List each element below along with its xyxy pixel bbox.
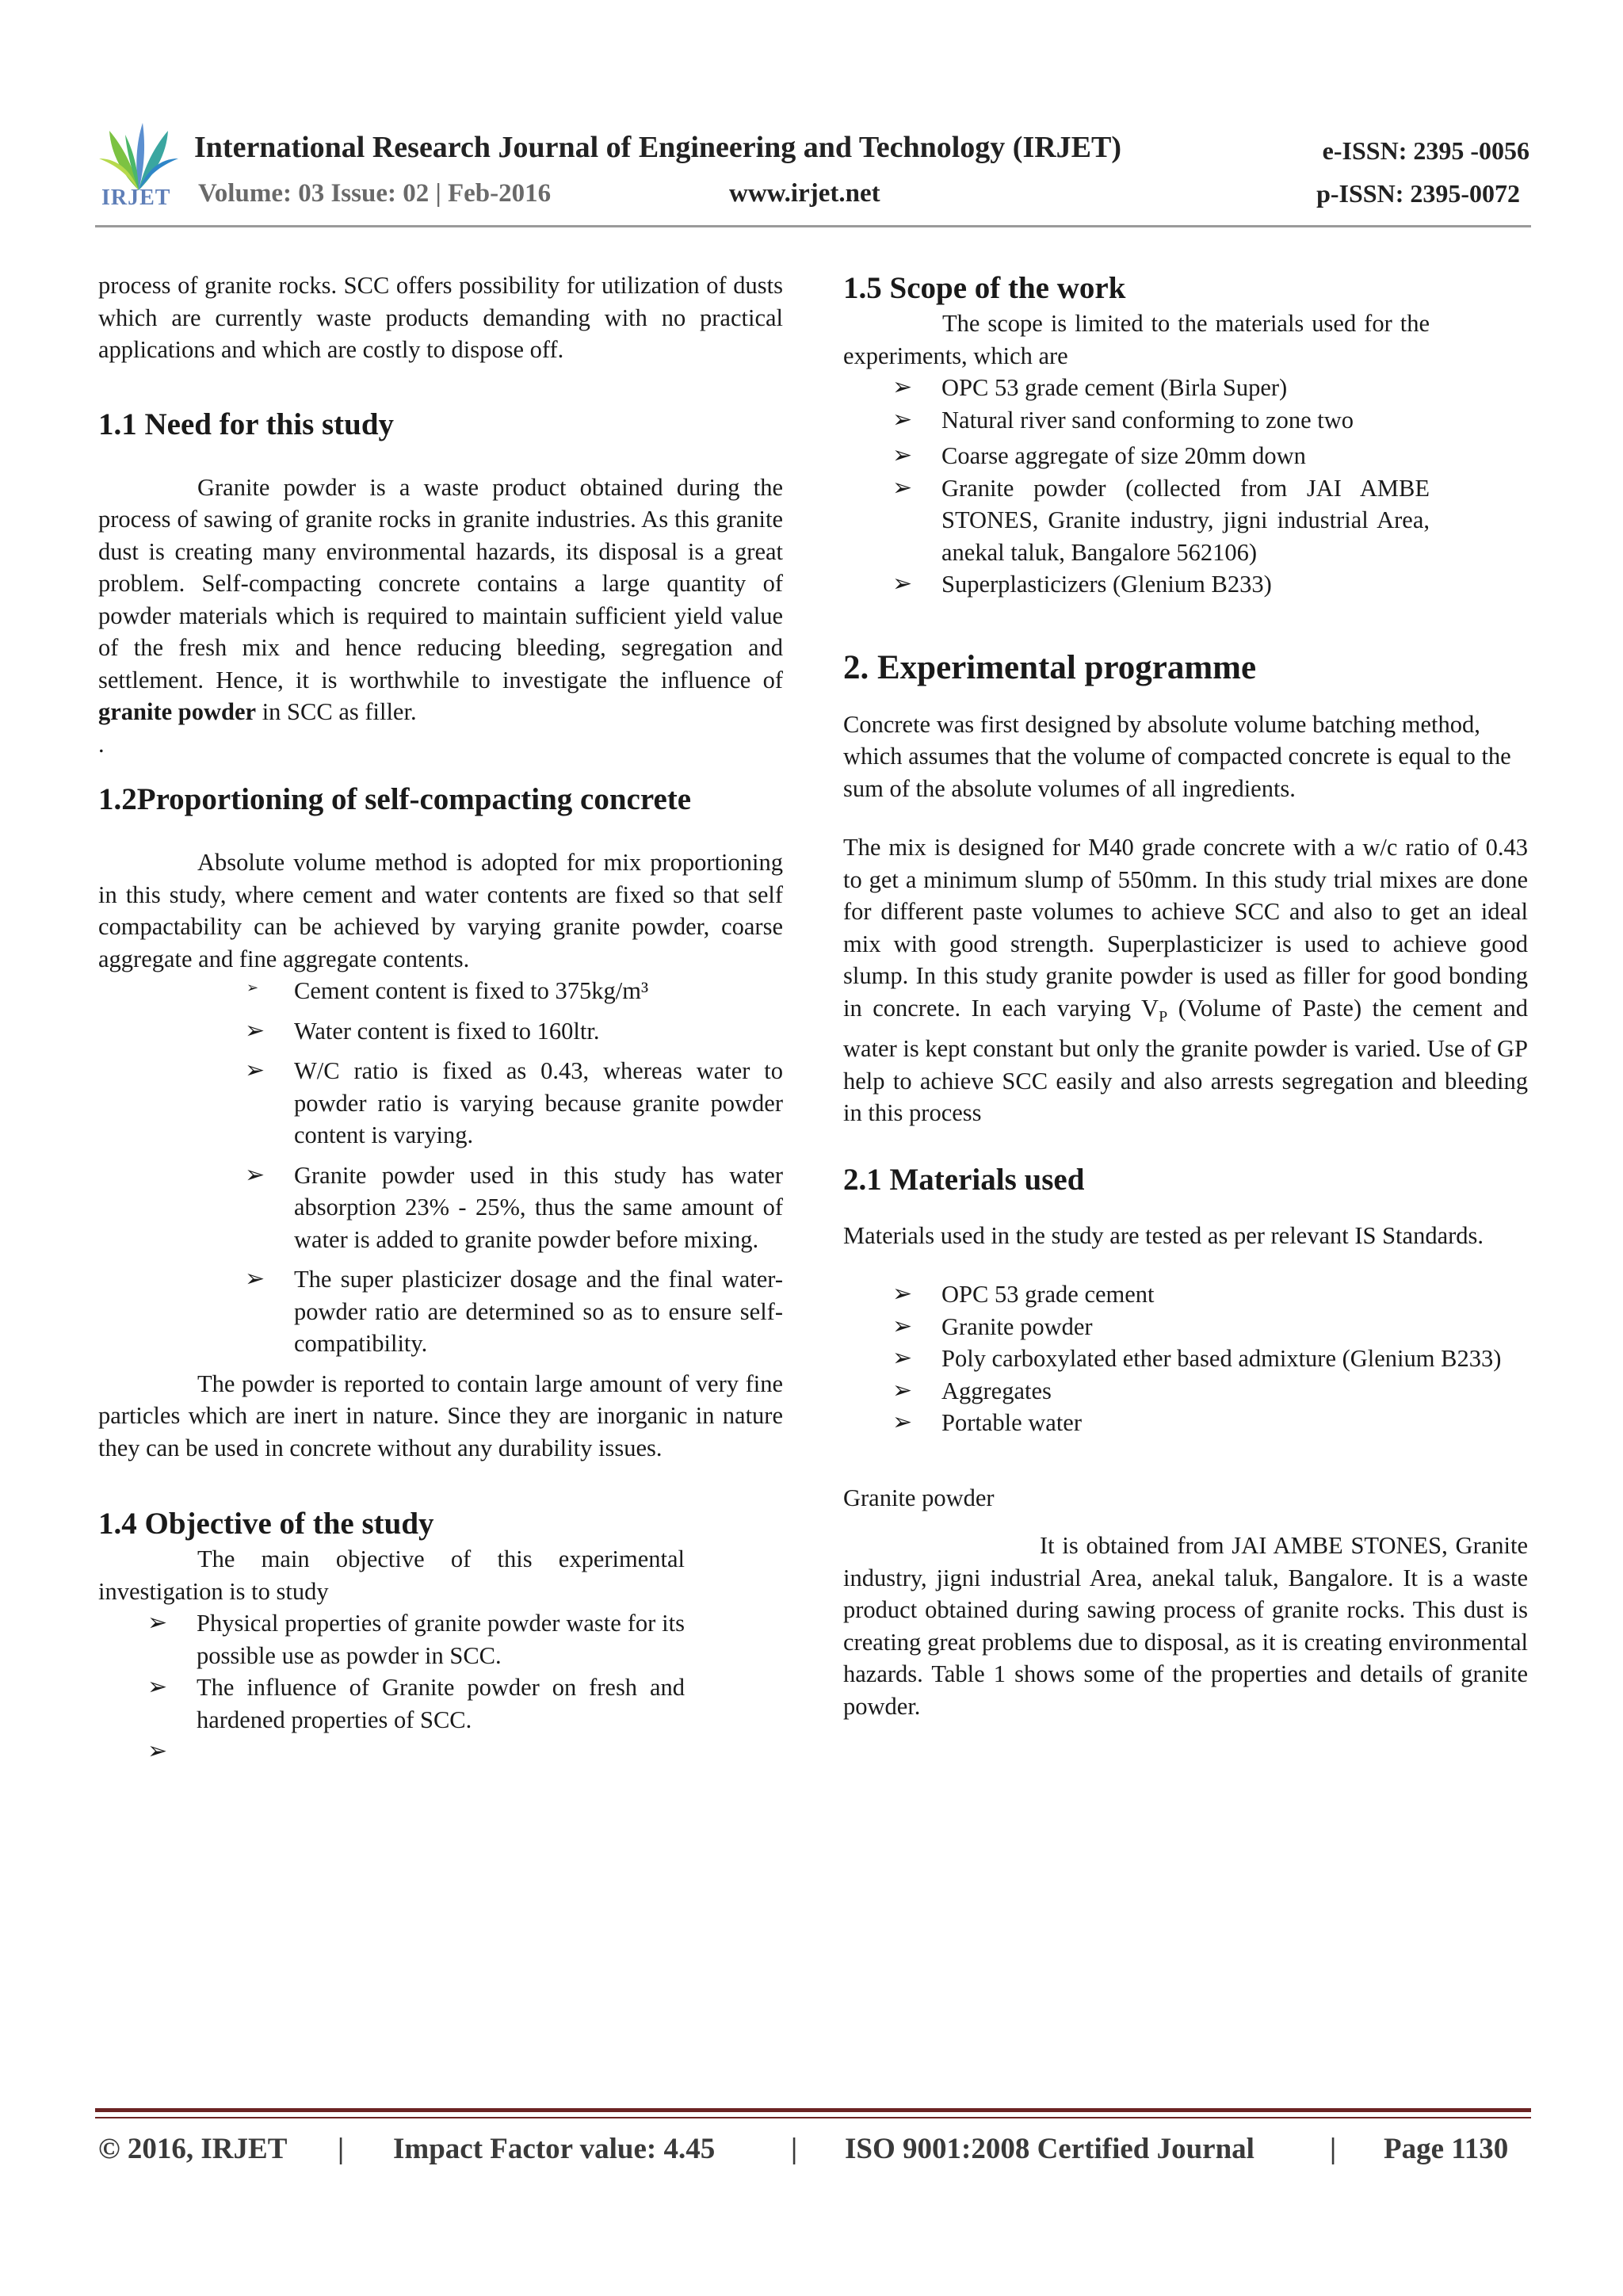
- list-item-text: Physical properties of granite powder waste for its possible use as powder in SCC.: [197, 1610, 685, 1669]
- page-header: [95, 119, 1529, 230]
- section-1-5-paragraph: The scope is limited to the materials used for the experiments, which are: [843, 310, 1430, 369]
- journal-title: International Research Journal of Engineering and Technology (IRJET): [194, 131, 1122, 164]
- list-item-text: W/C ratio is fixed as 0.43, whereas water to powder ratio is varying because granite powder content is varying.: [294, 1057, 783, 1148]
- granite-powder-label: Granite powder: [843, 1484, 995, 1511]
- list-item: [245, 1159, 783, 1256]
- section-2-paragraph-2: [843, 831, 1528, 1129]
- list-item-text: Aggregates: [941, 1377, 1052, 1404]
- list-item: [246, 975, 783, 1007]
- list-item: [245, 1263, 783, 1360]
- list-item-text: Poly carboxylated ether based admixture (Glenium B233): [941, 1345, 1502, 1373]
- arrow-bullet-icon: ➢: [245, 1057, 265, 1083]
- arrow-bullet-icon: ➢: [892, 1345, 913, 1372]
- objective-list: [147, 1607, 685, 1767]
- powder-paragraph: The powder is reported to contain large amount of very fine particles which are inert in nature. Since they are inorganic in nature they can be used in concrete without any durability issues.: [98, 1370, 783, 1461]
- list-item: [147, 1607, 685, 1671]
- text-run: (Volume of Paste) the cement and water is kept constant but only the granite powder is varied. Use of GP help to achieve SCC easily and also arrests segregation and bleeding in this process: [843, 994, 1528, 1127]
- footer-divider-thin: [95, 2117, 1531, 2118]
- section-1-2-paragraph: Absolute volume method is adopted for mix proportioning in this study, where cement and water contents are fixed so that self compactability can be achieved by varying granite powder, coarse aggregate and fine aggregate contents.: [98, 849, 783, 972]
- list-item: [892, 1375, 1528, 1408]
- arrow-bullet-icon: ➢: [892, 571, 913, 597]
- stray-dot: .: [98, 730, 105, 758]
- section-1-4-paragraph: The main objective of this experimental investigation is to study: [98, 1545, 685, 1605]
- logo-text: IRJET: [101, 185, 171, 210]
- list-item: [245, 1055, 783, 1152]
- section-1-1-heading: 1.1 Need for this study: [98, 407, 395, 441]
- arrow-bullet-icon: ➢: [892, 474, 913, 501]
- pissn: p-ISSN: 2395-0072: [1316, 179, 1520, 208]
- section-1-1-paragraph: [98, 472, 783, 728]
- list-item-text: Granite powder used in this study has water absorption 23% - 25%, thus the same amount of water is added to granite powder before mixing.: [294, 1161, 783, 1253]
- scope-list: [892, 372, 1430, 601]
- iso-certification: ISO 9001:2008 Certified Journal: [845, 2133, 1254, 2165]
- list-item-text: The super plasticizer dosage and the final water-powder ratio are determined so as to ensure self-compatibility.: [294, 1266, 783, 1357]
- list-item: [147, 1671, 685, 1736]
- volume-issue: Volume: 03 Issue: 02 | Feb-2016: [198, 179, 552, 208]
- section-1-4-heading: 1.4 Objective of the study: [98, 1507, 434, 1541]
- arrow-bullet-icon: ➢: [892, 442, 913, 468]
- section-2-heading: 2. Experimental programme: [843, 648, 1257, 686]
- list-item: [892, 1311, 1528, 1343]
- text-run: The mix is designed for M40 grade concrete with a w/c ratio of 0.43 to get a minimum slump of 550mm. In this study trial mixes are done for different paste volumes to achieve SCC and also to get an ideal mix with good strength. Superplasticizer is used to achieve good slump. In this study granite powder is used as filler for good bonding in concrete. In each varying V: [843, 834, 1528, 1022]
- list-item-text: Granite powder (collected from JAI AMBE STONES, Granite industry, jigni industrial Area, anekal taluk, Bangalore 562106): [941, 474, 1430, 566]
- list-item-text: Superplasticizers (Glenium B233): [941, 571, 1272, 598]
- section-2-1-heading: 2.1 Materials used: [843, 1162, 1085, 1197]
- footer-separator: |: [338, 2133, 345, 2165]
- list-item-text: Water content is fixed to 160ltr.: [294, 1017, 600, 1045]
- arrow-bullet-icon: ➢: [892, 1409, 913, 1436]
- text-run: in SCC as filler.: [256, 698, 417, 725]
- list-item: [892, 372, 1430, 404]
- page-number: Page 1130: [1384, 2133, 1509, 2165]
- list-item: [892, 404, 1430, 437]
- granite-powder-paragraph: It is obtained from JAI AMBE STONES, Granite industry, jigni industrial Area, anekal taluk, Bangalore. It is a waste product obtained during sawing process of granite rocks. This dust is creating great problems due to disposal, as it is creating environmental hazards. Table 1 shows some of the properties and details of granite powder.: [843, 1532, 1528, 1720]
- arrow-bullet-icon: ➢: [892, 1281, 913, 1308]
- arrow-bullet-icon: ➢: [892, 1312, 913, 1339]
- footer-separator: |: [1330, 2133, 1337, 2165]
- arrow-bullet-icon: ➢: [892, 374, 913, 400]
- list-item: [892, 568, 1430, 601]
- section-1-5-heading: 1.5 Scope of the work: [843, 271, 1126, 305]
- list-item-text: Granite powder: [941, 1312, 1093, 1340]
- arrow-bullet-icon: ➢: [246, 980, 259, 995]
- arrow-bullet-icon: ➢: [147, 1738, 168, 1764]
- right-column: [843, 269, 1528, 1722]
- list-item: [892, 440, 1430, 472]
- arrow-bullet-icon: ➢: [245, 1017, 265, 1044]
- irjet-logo: [95, 119, 182, 212]
- section-1-2-heading: 1.2Proportioning of self-compacting concrete: [98, 782, 692, 816]
- materials-list: [892, 1278, 1528, 1439]
- scope-block: [843, 308, 1430, 601]
- left-column: [98, 269, 783, 1767]
- text-run: Granite powder is a waste product obtained during the process of sawing of granite rocks in granite industries. As this granite dust is creating many environmental hazards, its disposal is a great problem. Self-compacting concrete contains a large quantity of powder materials which is required to maintain sufficient yield value of the fresh mix and hence reducing bleeding, segregation and settlement. Hence, it is worthwhile to investigate the influence of: [98, 473, 783, 693]
- list-item-text: The influence of Granite powder on fresh and hardened properties of SCC.: [197, 1674, 685, 1733]
- subscript: P: [1159, 1007, 1168, 1026]
- copyright: © 2016, IRJET: [98, 2133, 288, 2165]
- eissn: e-ISSN: 2395 -0056: [1322, 136, 1529, 165]
- bold-term: granite powder: [98, 698, 257, 725]
- arrow-bullet-icon: ➢: [245, 1266, 265, 1292]
- website-link[interactable]: www.irjet.net: [729, 179, 880, 208]
- arrow-bullet-icon: ➢: [147, 1674, 168, 1700]
- intro-paragraph: process of granite rocks. SCC offers possibility for utilization of dusts which are currently waste products demanding with no practical applications and which are costly to dispose off.: [98, 272, 783, 363]
- list-item-text: OPC 53 grade cement (Birla Super): [941, 374, 1288, 401]
- logo-leaves-icon: [95, 119, 182, 194]
- list-item-text: Portable water: [941, 1409, 1082, 1437]
- list-item: [147, 1736, 685, 1767]
- list-item-text: Natural river sand conforming to zone two: [941, 406, 1354, 434]
- footer-divider: [95, 2108, 1531, 2112]
- list-item: [245, 1015, 783, 1048]
- header-divider: [95, 225, 1531, 227]
- list-item: [892, 1343, 1528, 1375]
- list-item: [892, 1278, 1528, 1311]
- section-2-1-paragraph: Materials used in the study are tested as per relevant IS Standards.: [843, 1221, 1484, 1249]
- footer-separator: |: [791, 2133, 798, 2165]
- list-item: [892, 472, 1430, 569]
- list-item-text: OPC 53 grade cement: [941, 1281, 1155, 1308]
- arrow-bullet-icon: ➢: [147, 1610, 168, 1636]
- arrow-bullet-icon: ➢: [892, 406, 913, 433]
- arrow-bullet-icon: ➢: [892, 1377, 913, 1404]
- list-item: [892, 1407, 1528, 1439]
- section-1-2-list: [245, 975, 783, 1360]
- impact-factor: Impact Factor value: 4.45: [393, 2133, 716, 2165]
- arrow-bullet-icon: ➢: [245, 1161, 265, 1188]
- objective-block: [98, 1543, 685, 1767]
- section-2-paragraph-1: Concrete was first designed by absolute volume batching method, which assumes that the volume of compacted concrete is equal to the sum of the absolute volumes of all ingredients.: [843, 710, 1511, 802]
- list-item-text: Cement content is fixed to 375kg/m³: [294, 977, 649, 1004]
- list-item-text: Coarse aggregate of size 20mm down: [941, 442, 1306, 469]
